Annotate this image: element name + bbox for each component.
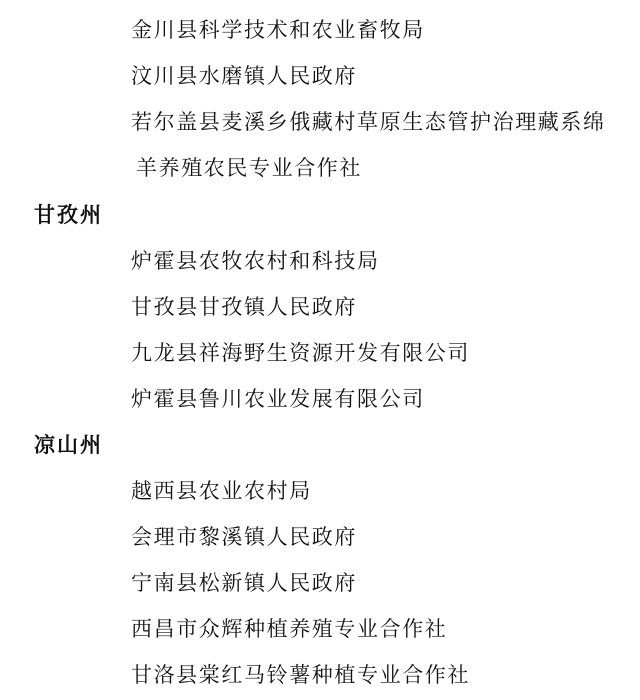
list-item-continuation: 羊养殖农民专业合作社: [136, 156, 362, 180]
list-item: 甘洛县棠红马铃薯种植专业合作社: [131, 663, 470, 687]
list-item: 甘孜县甘孜镇人民政府: [131, 295, 357, 319]
list-item: 炉霍县鲁川农业发展有限公司: [131, 387, 425, 411]
list-item: 炉霍县农牧农村和科技局: [131, 249, 380, 273]
list-item: 西昌市众辉种植养殖专业合作社: [131, 617, 448, 641]
list-item: 金川县科学技术和农业畜牧局: [131, 18, 425, 42]
section-heading: 甘孜州: [34, 203, 103, 227]
list-item: 宁南县松新镇人民政府: [131, 571, 357, 595]
list-item: 九龙县祥海野生资源开发有限公司: [131, 341, 470, 365]
list-item: 会理市黎溪镇人民政府: [131, 525, 357, 549]
list-item: 越西县农业农村局: [131, 479, 312, 503]
list-item: 汶川县水磨镇人民政府: [131, 64, 357, 88]
section-heading: 凉山州: [34, 433, 103, 457]
list-item: 若尔盖县麦溪乡俄藏村草原生态管护治理藏系绵: [131, 110, 606, 134]
